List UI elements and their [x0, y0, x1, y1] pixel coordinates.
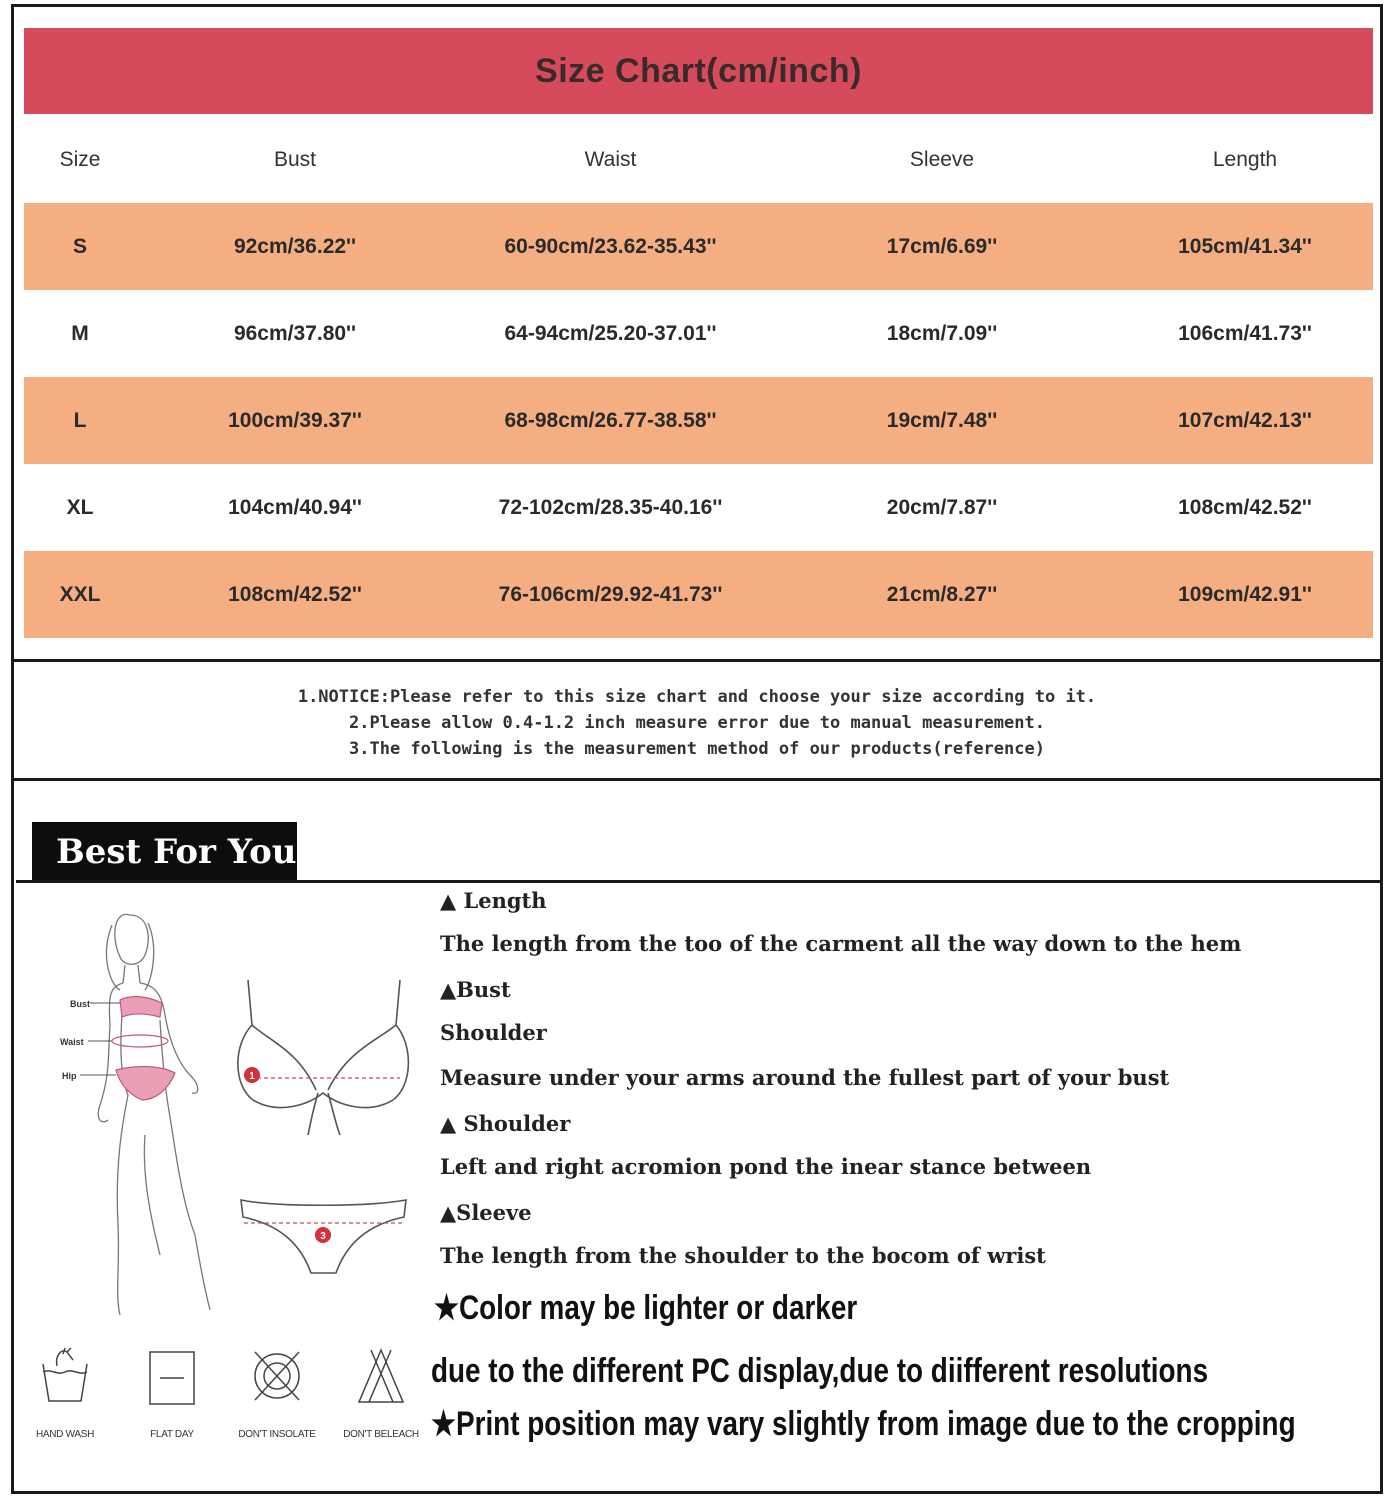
cell-size: L	[73, 408, 87, 432]
bust-label: Bust	[70, 999, 90, 1009]
table-row	[24, 464, 1373, 551]
size-table	[24, 116, 1373, 638]
marker-1-label: 1	[249, 1071, 255, 1082]
cell-length: 109cm/42.91''	[1178, 582, 1312, 606]
care-dont-bleach	[336, 1346, 426, 1440]
hand-wash-icon	[37, 1346, 93, 1406]
measure-line: ▲ Shoulder	[440, 1111, 571, 1136]
measure-line: ▲Sleeve	[440, 1200, 532, 1225]
waist-label: Waist	[60, 1037, 84, 1047]
care-label: FLAT DAY	[150, 1429, 194, 1440]
divider	[16, 880, 1382, 883]
measure-line: Shoulder	[440, 1020, 547, 1045]
table-row	[24, 290, 1373, 377]
table-row	[24, 377, 1373, 464]
cell-bust: 92cm/36.22''	[233, 234, 357, 258]
cell-waist: 64-94cm/25.20-37.01''	[504, 321, 717, 345]
care-flat-dry	[127, 1346, 217, 1440]
dont-insolate-icon	[249, 1346, 305, 1406]
figure-bikini-top	[120, 997, 162, 1017]
cell-size: XL	[66, 495, 94, 519]
hip-label: Hip	[62, 1071, 77, 1081]
model-figure-illustration	[50, 895, 230, 1325]
header-waist: Waist	[584, 147, 637, 171]
cell-size: M	[71, 321, 89, 345]
table-row	[24, 551, 1373, 638]
best-for-you-label: Best For You	[32, 822, 297, 881]
cell-waist: 68-98cm/26.77-38.58''	[504, 408, 717, 432]
table-row	[24, 203, 1373, 290]
table-header-row	[24, 116, 1373, 203]
size-chart-title-bar	[24, 28, 1373, 114]
measure-line: The length from the too of the carment all the way down to the hem	[440, 931, 1242, 956]
measure-line: Left and right acromion pond the inear stance between	[440, 1154, 1092, 1179]
size-chart-title: Size Chart(cm/inch)	[535, 51, 862, 90]
cell-waist: 60-90cm/23.62-35.43''	[504, 234, 717, 258]
measure-line: ▲ Length	[440, 888, 547, 913]
bikini-bottom-diagram	[236, 1195, 411, 1280]
cell-sleeve: 21cm/8.27''	[886, 582, 998, 606]
cell-length: 105cm/41.34''	[1178, 234, 1312, 258]
dont-bleach-icon	[353, 1346, 409, 1406]
notice-line: 3.The following is the measurement method of our products(reference)	[349, 739, 1045, 759]
notice-line: 1.NOTICE:Please refer to this size chart and choose your size according to it.	[297, 687, 1097, 707]
care-dont-insolate	[232, 1346, 322, 1440]
marker-3-label: 3	[320, 1231, 326, 1242]
header-sleeve: Sleeve	[909, 147, 975, 171]
disclaimer-display: due to the different PC display,due to diifferent resolutions	[431, 1352, 1209, 1390]
measure-line: The length from the shoulder to the bocom of wrist	[440, 1243, 1046, 1268]
cell-waist: 76-106cm/29.92-41.73''	[498, 582, 723, 606]
header-length: Length	[1212, 147, 1278, 171]
notice-block	[11, 684, 1383, 762]
header-bust: Bust	[273, 147, 317, 171]
cell-sleeve: 20cm/7.87''	[886, 495, 998, 519]
notice-line: 2.Please allow 0.4-1.2 inch measure error due to manual measurement.	[349, 713, 1045, 733]
divider	[11, 778, 1383, 781]
cell-size: S	[72, 234, 87, 258]
cell-sleeve: 18cm/7.09''	[886, 321, 998, 345]
divider	[11, 659, 1383, 662]
cell-bust: 96cm/37.80''	[233, 321, 357, 345]
cell-length: 106cm/41.73''	[1178, 321, 1312, 345]
cell-bust: 100cm/39.37''	[228, 408, 362, 432]
disclaimer-print: ★Print position may vary slightly from image due to the cropping	[431, 1405, 1296, 1443]
cell-bust: 108cm/42.52''	[228, 582, 362, 606]
cell-bust: 104cm/40.94''	[228, 495, 362, 519]
measure-line: Measure under your arms around the fullest part of your bust	[440, 1065, 1170, 1090]
flat-dry-icon	[144, 1346, 200, 1406]
figure-head	[115, 914, 148, 964]
care-label: DON'T INSOLATE	[238, 1429, 316, 1440]
disclaimer-color: ★Color may be lighter or darker	[434, 1289, 858, 1327]
care-label: HAND WASH	[35, 1429, 95, 1440]
measure-line: ▲Bust	[440, 977, 511, 1002]
cell-sleeve: 19cm/7.48''	[886, 408, 998, 432]
care-label: DON'T BELEACH	[343, 1429, 419, 1440]
header-size: Size	[59, 147, 101, 171]
cell-sleeve: 17cm/6.69''	[886, 234, 998, 258]
cell-length: 107cm/42.13''	[1178, 408, 1312, 432]
cell-size: XXL	[59, 582, 101, 606]
care-hand-wash	[20, 1346, 110, 1440]
bikini-top-diagram	[228, 975, 420, 1140]
cell-waist: 72-102cm/28.35-40.16''	[498, 495, 723, 519]
cell-length: 108cm/42.52''	[1178, 495, 1312, 519]
